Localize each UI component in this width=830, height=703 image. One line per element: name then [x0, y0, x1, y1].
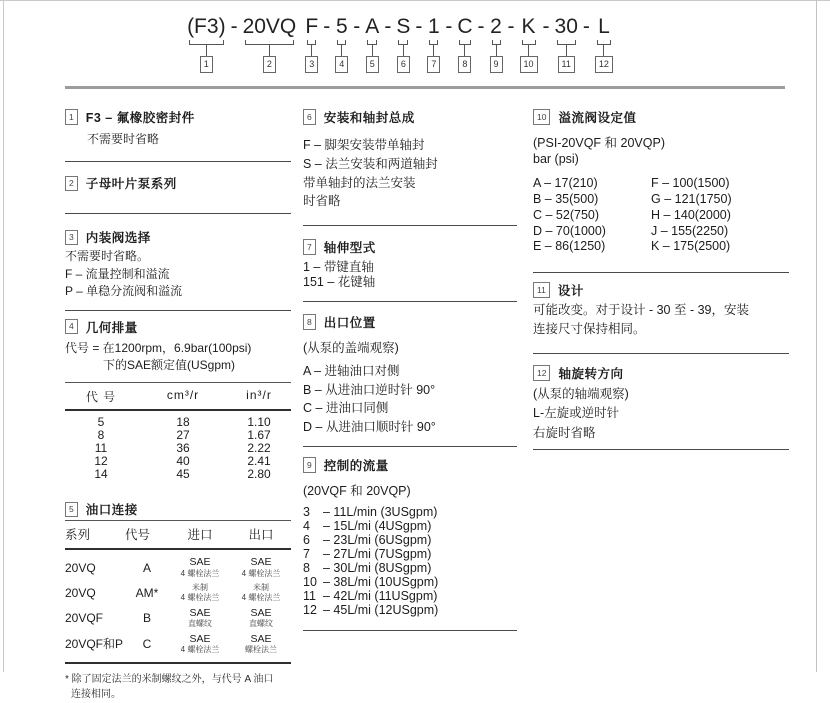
- code-hyphen: -: [323, 15, 331, 38]
- relief-option: F – 100(1500): [651, 176, 730, 191]
- flow-code: 7: [303, 546, 310, 561]
- text-line: (20VQF 和 20VQP): [303, 483, 411, 498]
- flow-code: 3: [303, 504, 310, 519]
- code-segment-text: (F3): [187, 15, 226, 38]
- flow-option: [303, 547, 517, 561]
- section-number-box: 8: [303, 314, 316, 330]
- table-cell: [169, 631, 231, 657]
- port-type: SAE: [189, 606, 211, 619]
- code-stem: [433, 45, 434, 56]
- section-divider: [303, 301, 517, 302]
- port-detail: 4 螺栓法兰: [180, 644, 220, 654]
- port-detail: 直螺纹: [249, 618, 273, 628]
- table-cell: 40: [176, 453, 190, 468]
- text-line: 代号 = 在1200rpm，6.9bar(100psi): [65, 340, 252, 355]
- text-line: B – 从进油口逆时针 90°: [303, 382, 436, 397]
- text-line: L-左旋或逆时针: [533, 406, 620, 421]
- code-number-box: 2: [263, 56, 276, 73]
- model-code-diagram: [0, 16, 800, 73]
- flow-option: [303, 603, 517, 617]
- table-cell: [169, 554, 231, 580]
- code-hyphen: -: [445, 15, 453, 38]
- table-cell: 1.10: [247, 415, 271, 430]
- relief-option: D – 70(1000): [533, 223, 606, 238]
- table-cell: 18: [176, 415, 190, 430]
- column-header: 出口: [248, 528, 274, 543]
- code-segment: [490, 16, 503, 73]
- flow-code: 12: [303, 603, 317, 618]
- section-number-box: 5: [65, 502, 78, 518]
- port-type: SAE: [250, 632, 272, 645]
- relief-option: B – 35(500): [533, 192, 599, 206]
- flow-option: [303, 575, 517, 589]
- code-segment: [595, 16, 613, 73]
- section-divider: [65, 310, 291, 311]
- flow-code: 4: [303, 518, 310, 533]
- code-segment: [555, 16, 578, 73]
- table-cell: 45: [176, 466, 190, 481]
- text-line: 时省略: [303, 194, 341, 209]
- text-line: 151 – 花键轴: [303, 275, 376, 289]
- column-header: in³/r: [246, 388, 272, 403]
- flow-text: – 23L/mi (6USgpm): [323, 532, 432, 547]
- column-left: [65, 108, 291, 703]
- table-cell: 14: [94, 466, 108, 481]
- flow-text: – 42L/mi (11USgpm): [323, 589, 438, 604]
- footnote-line: 连接相同。: [71, 689, 121, 701]
- code-segment: [457, 16, 472, 73]
- port-detail: 4 螺栓法兰: [241, 592, 281, 602]
- text-line: 可能改变。对于设计 - 30 至 - 39，安装: [533, 303, 749, 317]
- table-cell: 27: [176, 428, 190, 443]
- section-10-header: [533, 108, 789, 126]
- footnote-line: * 除了固定法兰的米制螺纹之外，与代号 A 油口: [65, 673, 274, 685]
- section-1-header: [65, 108, 291, 126]
- code-hyphen: -: [415, 15, 423, 38]
- code-number-box: 4: [335, 56, 348, 73]
- flow-text: – 45L/mi (12USgpm): [323, 603, 439, 618]
- text-line: D – 从进油口顺时针 90°: [303, 420, 436, 434]
- code-hyphen: -: [507, 15, 515, 38]
- flow-option: [303, 589, 517, 603]
- spacer: [533, 167, 789, 176]
- code-stem: [566, 45, 567, 56]
- section-number-box: 4: [65, 319, 78, 335]
- code-stem: [496, 45, 497, 56]
- code-segment-text: K: [521, 15, 536, 38]
- port-type: SAE: [250, 606, 272, 619]
- flow-text: – 30L/mi (8USgpm): [323, 561, 432, 575]
- section-title: 子母叶片泵系列: [85, 177, 177, 192]
- code-stem: [528, 45, 529, 56]
- table-cell: 20VQF: [65, 610, 104, 625]
- section-number-box: 10: [533, 109, 550, 125]
- code-segment-text: 20VQ: [242, 15, 297, 38]
- code-number-box: 1: [200, 56, 213, 73]
- flow-code: 11: [303, 589, 316, 604]
- code-segment: [335, 16, 348, 73]
- relief-option: A – 17(210): [533, 176, 598, 191]
- code-stem: [341, 45, 342, 56]
- code-stem: [603, 45, 604, 56]
- code-stem: [311, 45, 312, 56]
- section-title: 出口位置: [323, 316, 376, 330]
- text-line: A – 进轴油口对侧: [303, 363, 400, 378]
- displacement-table-body: [65, 411, 291, 484]
- port-detail: 直螺纹: [188, 618, 212, 628]
- flow-option: [303, 533, 517, 547]
- port-detail: 螺栓法兰: [245, 644, 277, 654]
- table-cell: [169, 581, 231, 605]
- flow-text: – 27L/mi (7USgpm): [323, 546, 432, 561]
- code-hyphen: -: [230, 15, 238, 38]
- code-number-box: 6: [397, 56, 410, 73]
- port-table-body: [65, 550, 291, 656]
- page-edge-left: [3, 0, 4, 672]
- relief-option: G – 121(1750): [651, 192, 732, 206]
- flow-text: – 15L/mi (4USgpm): [323, 518, 432, 533]
- section-title: 控制的流量: [323, 458, 389, 473]
- port-type: 米制: [253, 582, 269, 592]
- content-columns: [65, 108, 789, 703]
- column-header: cm³/r: [166, 388, 200, 403]
- displacement-table-header: [65, 383, 291, 409]
- code-segment: [187, 16, 226, 73]
- code-segment-text: S: [396, 15, 411, 38]
- section-title: 轴伸型式: [323, 241, 376, 255]
- code-number-box: 7: [427, 56, 440, 73]
- code-segment-text: 30: [554, 15, 578, 38]
- column-header: 代号: [125, 528, 151, 543]
- port-type: SAE: [189, 632, 211, 645]
- text-line: P – 单稳分流阀和溢流: [65, 284, 183, 299]
- section-7-header: [303, 238, 517, 256]
- port-table-header: [65, 521, 291, 548]
- section-8-header: [303, 313, 517, 331]
- section-number-box: 1: [65, 109, 78, 125]
- code-segment-text: 1: [427, 15, 440, 38]
- code-hyphen: -: [353, 15, 361, 38]
- page-edge-top: [0, 0, 830, 1]
- table-cell: [169, 605, 231, 631]
- code-segment-text: 2: [490, 15, 502, 38]
- section-title: 内装阀选择: [85, 231, 151, 246]
- section-title: 安装和轴封总成: [323, 111, 415, 125]
- section-3-header: [65, 228, 291, 246]
- column-middle: [303, 108, 517, 703]
- section-number-box: 6: [303, 109, 316, 125]
- section-number-box: 7: [303, 239, 316, 255]
- text-line: (从泵的轴端观察): [533, 386, 629, 401]
- table-cell: B: [142, 610, 151, 625]
- table-cell: 11: [94, 441, 108, 455]
- text-line: (从泵的盖端观察): [303, 341, 399, 355]
- port-type: SAE: [250, 556, 272, 569]
- column-right: [533, 108, 789, 703]
- section-12-header: [533, 364, 789, 382]
- section-number-box: 9: [303, 457, 316, 473]
- table-cell: 2.41: [247, 453, 271, 468]
- port-type: 米制: [192, 582, 208, 592]
- table-cell: 1.67: [247, 428, 271, 443]
- table-cell: 20VQF和P: [65, 637, 124, 652]
- table-cell: A: [142, 560, 151, 575]
- flow-code: 8: [303, 561, 310, 575]
- section-divider: [65, 161, 291, 162]
- section-title: 设计: [557, 284, 584, 298]
- table-cell: 20VQ: [65, 560, 96, 575]
- section-number-box: 2: [65, 176, 78, 192]
- text-line: 带单轴封的法兰安装: [303, 175, 416, 190]
- code-segment: [243, 16, 297, 73]
- relief-column: [533, 176, 651, 255]
- section-11-header: [533, 281, 789, 299]
- text-line: 右旋时省略: [533, 425, 596, 440]
- code-number-box: 8: [458, 56, 471, 73]
- page-edge-right: [816, 0, 817, 672]
- code-stem: [372, 45, 373, 56]
- port-detail: 4 螺栓法兰: [180, 568, 220, 578]
- flow-text: – 11L/min (3USgpm): [323, 504, 438, 519]
- code-stem: [206, 45, 207, 56]
- code-segment: [427, 16, 440, 73]
- code-stem: [403, 45, 404, 56]
- flow-option: [303, 505, 517, 519]
- header-divider: [65, 86, 785, 89]
- relief-option: H – 140(2000): [651, 207, 731, 222]
- table-cell: 12: [94, 453, 108, 468]
- column-header: 进口: [187, 528, 213, 543]
- table-bottom-rule: [65, 662, 291, 664]
- section-title: 几何排量: [85, 320, 138, 335]
- section-title: 溢流阀设定值: [558, 111, 637, 125]
- section-divider: [65, 213, 291, 214]
- relief-option: K – 175(2500): [651, 239, 731, 254]
- flow-code: 6: [303, 532, 310, 547]
- code-hyphen: -: [384, 15, 392, 38]
- code-number-box: 5: [366, 56, 379, 73]
- column-header: 系列: [65, 528, 91, 543]
- code-segment-text: A: [365, 15, 380, 38]
- code-hyphen: -: [542, 15, 550, 38]
- section-6-header: [303, 108, 517, 126]
- text-line: 连接尺寸保持相同。: [533, 322, 646, 337]
- text-line: F – 流量控制和溢流: [65, 266, 170, 281]
- section-divider: [303, 225, 517, 226]
- relief-option: J – 155(2250): [651, 223, 729, 238]
- table-cell: [231, 605, 291, 631]
- relief-option: E – 86(1250): [533, 239, 606, 254]
- table-cell: 8: [97, 428, 105, 443]
- table-cell: [231, 631, 291, 657]
- code-stem: [269, 45, 270, 56]
- code-number-box: 11: [558, 56, 575, 73]
- text-line: 不需要时省略: [87, 132, 160, 146]
- text-line: (PSI-20VQF 和 20VQP): [533, 136, 665, 150]
- section-title: 油口连接: [85, 503, 138, 518]
- section-9-header: [303, 456, 517, 474]
- table-cell: AM*: [135, 585, 159, 600]
- table-cell: [231, 581, 291, 605]
- code-segment: [365, 16, 379, 73]
- flow-code: 10: [303, 575, 317, 590]
- code-segment-text: F: [305, 15, 319, 38]
- relief-column: [651, 176, 732, 255]
- code-segment: [396, 16, 410, 73]
- flow-text: – 38L/mi (10USgpm): [323, 575, 439, 590]
- flow-option: [303, 519, 517, 533]
- code-segment-text: L: [598, 15, 610, 38]
- section-divider: [303, 630, 517, 631]
- code-number-box: 10: [520, 56, 538, 73]
- text-line: F – 脚架安装带单轴封: [303, 138, 425, 152]
- code-number-box: 12: [595, 56, 613, 73]
- code-segment: [520, 16, 538, 73]
- relief-settings: [533, 176, 789, 255]
- section-divider: [533, 272, 789, 273]
- table-cell: 20VQ: [65, 585, 96, 600]
- code-hyphen: -: [582, 15, 590, 38]
- table-cell: [231, 554, 291, 580]
- section-number-box: 12: [533, 365, 550, 381]
- table-cell: 5: [97, 415, 105, 430]
- section-divider: [303, 446, 517, 447]
- section-divider: [533, 353, 789, 354]
- table-cell: 36: [176, 441, 190, 455]
- text-line: 1 – 带键直轴: [303, 260, 374, 274]
- section-title: 轴旋转方向: [558, 366, 624, 381]
- section-4-header: [65, 318, 291, 336]
- port-detail: 4 螺栓法兰: [241, 568, 281, 578]
- code-segment-text: 5: [335, 15, 348, 38]
- code-number-box: 9: [490, 56, 503, 73]
- section-2-header: [65, 174, 291, 192]
- table-cell: 2.80: [247, 466, 271, 481]
- section-number-box: 3: [65, 230, 78, 246]
- section-title: F3 – 氟橡胶密封件: [85, 111, 195, 125]
- code-number-box: 3: [305, 56, 318, 73]
- flow-option: [303, 561, 517, 575]
- text-line: S – 法兰安装和两道轴封: [303, 156, 438, 171]
- code-stem: [464, 45, 465, 56]
- section-5-header: [65, 500, 291, 518]
- text-line: 下的SAE额定值(USgpm): [103, 357, 236, 372]
- table-cell: 2.22: [247, 441, 271, 455]
- text-line: C – 进油口同侧: [303, 401, 389, 416]
- code-hyphen: -: [477, 15, 485, 38]
- section-divider: [533, 449, 789, 450]
- code-segment-text: C: [457, 15, 473, 38]
- table-cell: C: [142, 636, 152, 651]
- relief-option: C – 52(750): [533, 207, 600, 222]
- section-number-box: 11: [533, 282, 550, 298]
- port-type: SAE: [189, 556, 211, 569]
- column-header: 代 号: [85, 390, 117, 405]
- port-detail: 4 螺栓法兰: [180, 592, 220, 602]
- code-segment: [305, 16, 318, 73]
- text-line: 不需要时省略。: [65, 249, 150, 264]
- text-line: bar (psi): [533, 151, 579, 166]
